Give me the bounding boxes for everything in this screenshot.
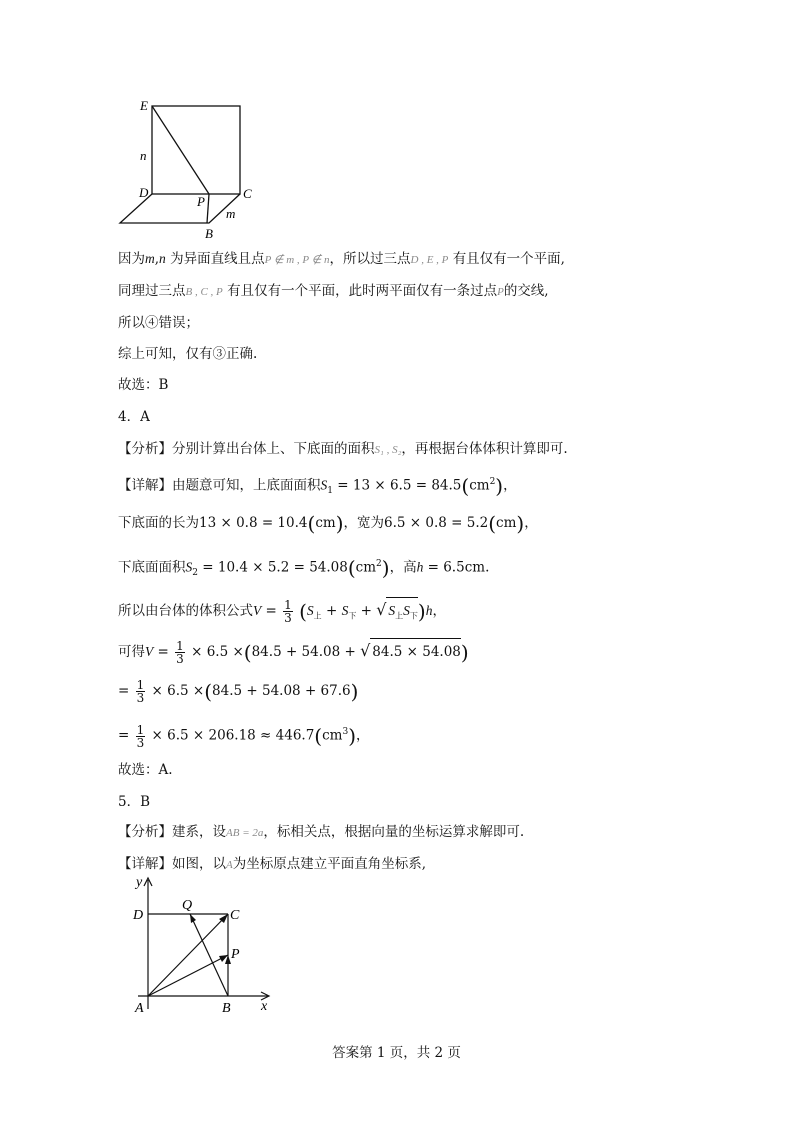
fraction: $\frac{1}{3}$ — [136, 722, 145, 750]
text-line-2: 同理过三点B , C , P 有且仅有一个平面，此时两平面仅有一条过点P的交线, — [118, 283, 549, 299]
label-D: D — [133, 908, 144, 923]
label-B: B — [205, 226, 213, 241]
label-C: C — [243, 186, 252, 201]
axis-y-label: y — [136, 875, 143, 890]
q4-calc-3: = $\frac{1}{3}$ × $6.5 \times 206.18 \approx 446.7(cm^3)$， — [118, 722, 370, 750]
axis-x-label: x — [261, 999, 268, 1014]
q5-analysis: 【分析】建系，设AB = 2a，标相关点，根据向量的坐标运算求解即可. — [118, 824, 525, 840]
q4-calc-2: = $\frac{1}{3}$ × 6.5 ×(84.5 + 54.08 + 67.6) — [118, 678, 359, 705]
q5-detail: 【详解】如图，以A为坐标原点建立平面直角坐标系, — [118, 856, 427, 872]
label-Q: Q — [182, 898, 193, 913]
fraction: $\frac{1}{3}$ — [284, 598, 292, 625]
fraction: $\frac{1}{3}$ — [136, 678, 145, 705]
label-C: C — [230, 908, 240, 923]
text-line-3: 所以④错误； — [118, 315, 199, 331]
q4-formula: 所以由台体的体积公式V = $\frac{1}{3}$ ($S_上 + S_下$ + √ $S_上S_下)h$， — [118, 597, 446, 630]
label-A: A — [135, 1001, 144, 1016]
q5-number: 5．B — [118, 794, 151, 810]
figure-coordinate-system — [128, 872, 280, 1016]
text-line-4: 综上可知，仅有③正确. — [118, 346, 258, 362]
q4-lower-length: 下底面的长为13 × 0.8 = 10.4(cm)，宽为6.5 × 0.8 = 5.2(cm)， — [118, 511, 538, 536]
label-D: D — [139, 185, 149, 200]
figure-skew-lines — [110, 96, 280, 244]
q4-number: 4．A — [118, 409, 150, 425]
label-m: m — [226, 206, 236, 221]
q4-lower-area: 下底面面积$S_2 = 10.4 \times 5.2 = 54.08(cm^2)$，高h = 6.5cm. — [118, 556, 490, 580]
label-P: P — [197, 194, 205, 209]
label-P: P — [231, 947, 240, 962]
text-line-5: 故选：B — [118, 377, 169, 393]
q4-calc-1: 可得V = $\frac{1}{3}$ × 6.5 ×(84.5 + 54.08 + √ 84.5 × 54.08) — [118, 639, 469, 666]
label-E: E — [140, 98, 148, 113]
label-B: B — [222, 1001, 231, 1016]
q4-analysis: 【分析】分别计算出台体上、下底面的面积S₁ , S₂，再根据台体体积计算即可. — [118, 441, 568, 457]
q4-detail: 【详解】由题意可知，上底面面积$S_1 = 13 \times 6.5 = 84.5(cm^2)$， — [118, 474, 517, 498]
text-line-1: 因为m,n 为异面直线且点P ∉ m , P ∉ n，所以过三点D , E , P 有且仅有一个平面, — [118, 251, 565, 267]
fraction: $\frac{1}{3}$ — [176, 639, 184, 666]
page-footer: 答案第 1 页，共 2 页 — [332, 1045, 461, 1061]
label-n: n — [140, 148, 147, 163]
q4-answer: 故选：A. — [118, 762, 173, 778]
